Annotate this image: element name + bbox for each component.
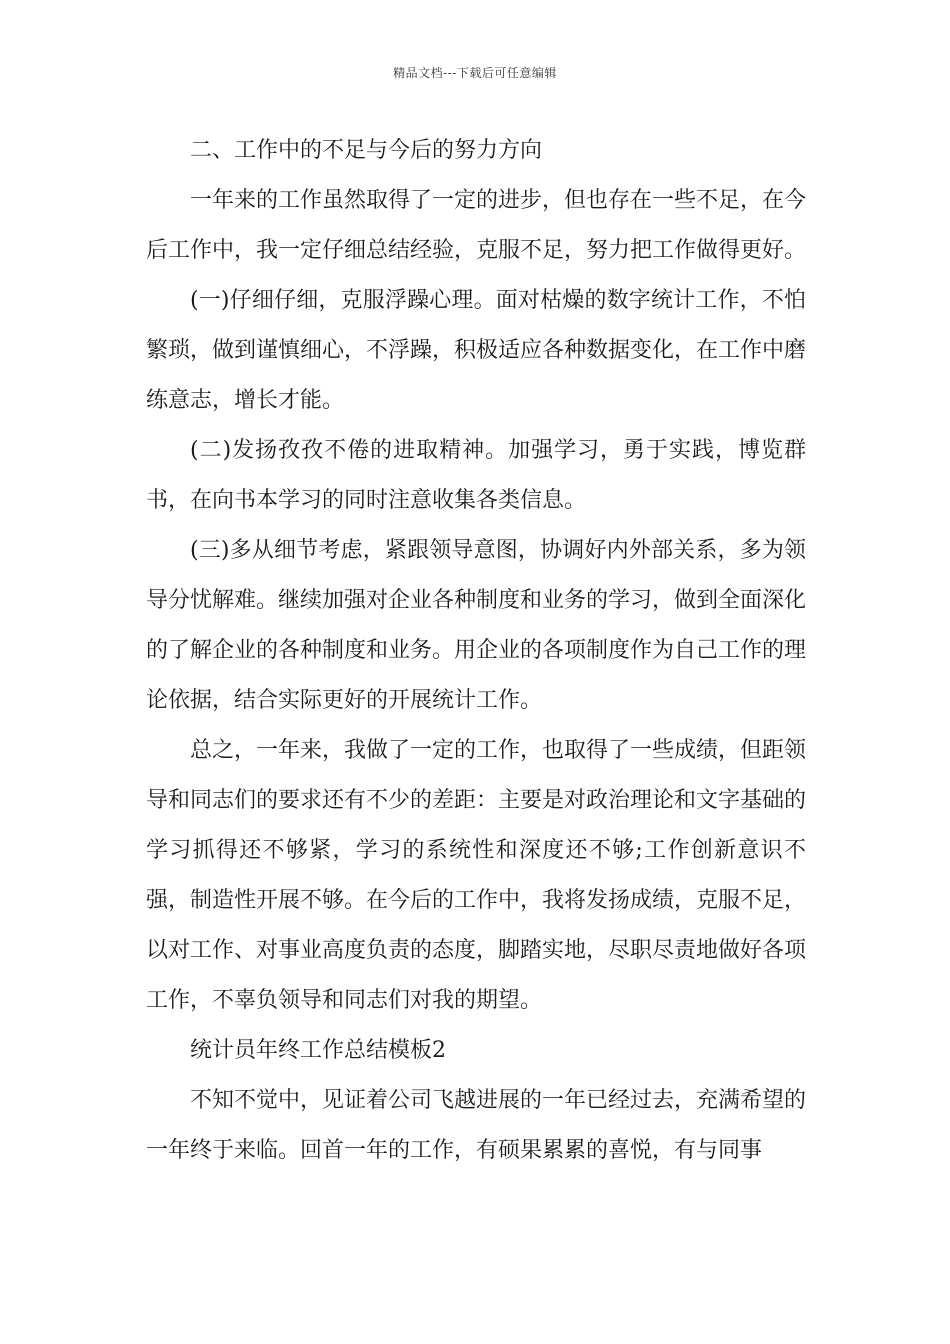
paragraph: (二)发扬孜孜不倦的进取精神。加强学习，勇于实践，博览群书，在向书本学习的同时注意收集各类信息。 [146, 438, 806, 513]
page-header: 精品文档---下载后可任意编辑 [393, 66, 557, 80]
paragraph: (一)仔细仔细，克服浮躁心理。面对枯燥的数字统计工作，不怕繁琐，做到谨慎细心，不浮躁，积极适应各种数据变化，在工作中磨练意志，增长才能。 [146, 288, 807, 413]
document-body [146, 126, 806, 1176]
paragraph: (三)多从细节考虑，紧跟领导意图，协调好内外部关系，多为领导分忧解难。继续加强对企业各种制度和业务的学习，做到全面深化的了解企业的各种制度和业务。用企业的各项制度作为自己工作的理论依据，结合实际更好的开展统计工作。 [146, 538, 807, 713]
paragraph: 不知不觉中，见证着公司飞越进展的一年已经过去，充满希望的一年终于来临。回首一年的工作，有硕果累累的喜悦，有与同事 [146, 1088, 807, 1163]
section-heading: 二、工作中的不足与今后的努力方向 [190, 138, 543, 163]
paragraph: 总之，一年来，我做了一定的工作，也取得了一些成绩，但距领导和同志们的要求还有不少的差距：主要是对政治理论和文字基础的学习抓得还不够紧，学习的系统性和深度还不够;工作创新意识不强，制造性开展不够。在今后的工作中，我将发扬成绩，克服不足，以对工作、对事业高度负责的态度，脚踏实地，尽职尽责地做好各项工作，不辜负领导和同志们对我的期望。 [146, 738, 807, 1013]
paragraph: 一年来的工作虽然取得了一定的进步，但也存在一些不足，在今后工作中，我一定仔细总结经验，克服不足，努力把工作做得更好。 [146, 188, 807, 263]
section-title: 统计员年终工作总结模板2 [190, 1038, 446, 1063]
